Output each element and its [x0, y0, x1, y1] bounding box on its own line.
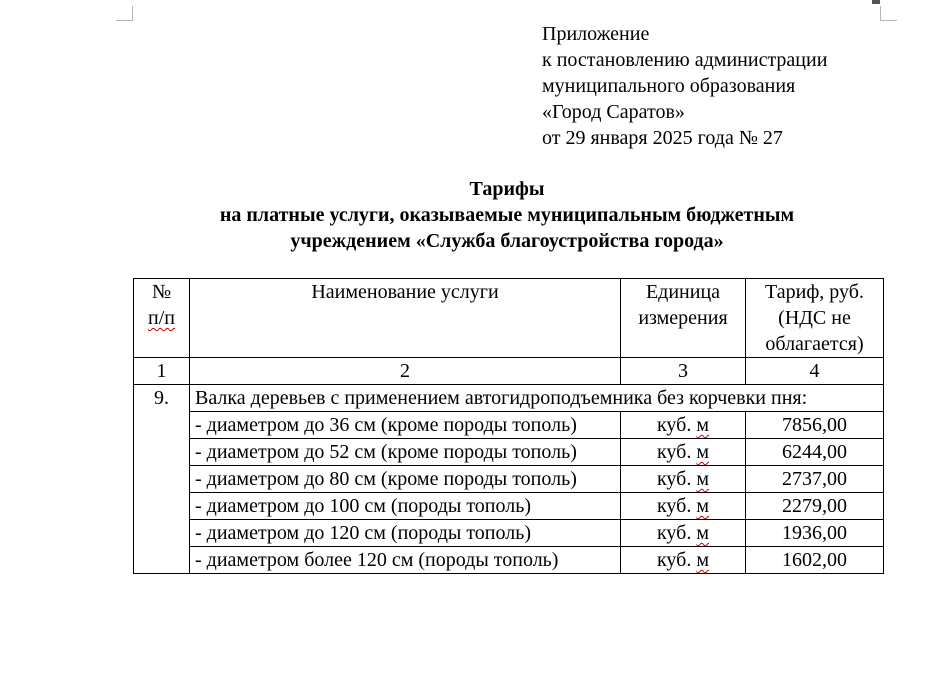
header-number-symbol: №	[151, 281, 172, 303]
header-service-name: Наименование услуги	[190, 279, 621, 358]
service-name: - диаметром до 80 см (кроме породы тополь)	[190, 466, 621, 493]
unit-prefix: куб.	[656, 495, 697, 517]
unit-prefix: куб.	[656, 522, 697, 544]
page-corner-mark-right	[880, 6, 897, 21]
appendix-line: от 29 января 2025 года № 27	[542, 127, 783, 149]
page-corner-mark-left	[116, 6, 133, 21]
unit-cell	[621, 412, 746, 439]
service-name: - диаметром до 36 см (кроме породы тополь)	[190, 412, 621, 439]
title-line-2: на платные услуги, оказываемые муниципальным бюджетным	[219, 204, 795, 226]
tariff-value: 6244,00	[746, 439, 884, 466]
header-number-abbr: п/п	[148, 307, 175, 329]
unit-cell	[621, 466, 746, 493]
unit-abbr: м	[696, 468, 709, 490]
appendix-line: к постановлению администрации	[542, 49, 828, 71]
header-unit: Единица измерения	[621, 279, 746, 358]
unit-abbr: м	[696, 441, 709, 463]
header-number	[134, 279, 190, 358]
tariff-value: 1602,00	[746, 547, 884, 574]
table-header-row	[134, 279, 884, 358]
unit-cell	[621, 439, 746, 466]
column-number: 2	[190, 358, 621, 385]
tariff-value: 2279,00	[746, 493, 884, 520]
document-title	[132, 176, 882, 254]
tariff-value: 7856,00	[746, 412, 884, 439]
tariff-value: 1936,00	[746, 520, 884, 547]
unit-prefix: куб.	[656, 441, 697, 463]
table-row	[134, 412, 884, 439]
column-number: 3	[621, 358, 746, 385]
appendix-line: Приложение	[542, 23, 650, 45]
header-tariff: Тариф, руб. (НДС не облагается)	[746, 279, 884, 358]
table-row	[134, 439, 884, 466]
appendix-line: «Город Саратов»	[542, 101, 685, 123]
group-title: Валка деревьев с применением автогидроподъемника без корчевки пня:	[190, 385, 884, 412]
unit-abbr: м	[696, 495, 709, 517]
column-number: 1	[134, 358, 190, 385]
title-line-3: учреждением «Служба благоустройства города»	[290, 230, 724, 252]
table-row	[134, 493, 884, 520]
unit-cell	[621, 547, 746, 574]
table-row	[134, 466, 884, 493]
table-row	[134, 520, 884, 547]
service-name: - диаметром до 52 см (кроме породы тополь)	[190, 439, 621, 466]
unit-abbr: м	[696, 549, 709, 571]
unit-prefix: куб.	[656, 414, 697, 436]
appendix-block	[542, 21, 827, 151]
unit-cell	[621, 520, 746, 547]
tariff-value: 2737,00	[746, 466, 884, 493]
appendix-line: муниципального образования	[542, 75, 796, 97]
tariff-table	[133, 278, 884, 574]
column-number: 4	[746, 358, 884, 385]
unit-abbr: м	[696, 414, 709, 436]
unit-prefix: куб.	[656, 468, 697, 490]
group-number: 9.	[134, 385, 190, 574]
unit-abbr: м	[696, 522, 709, 544]
column-number-row	[134, 358, 884, 385]
title-line-1: Тарифы	[469, 178, 545, 200]
unit-prefix: куб.	[656, 549, 697, 571]
service-name: - диаметром до 100 см (породы тополь)	[190, 493, 621, 520]
page-edge-mark	[872, 0, 880, 4]
group-row	[134, 385, 884, 412]
unit-cell	[621, 493, 746, 520]
service-name: - диаметром до 120 см (породы тополь)	[190, 520, 621, 547]
service-name: - диаметром более 120 см (породы тополь)	[190, 547, 621, 574]
table-row	[134, 547, 884, 574]
